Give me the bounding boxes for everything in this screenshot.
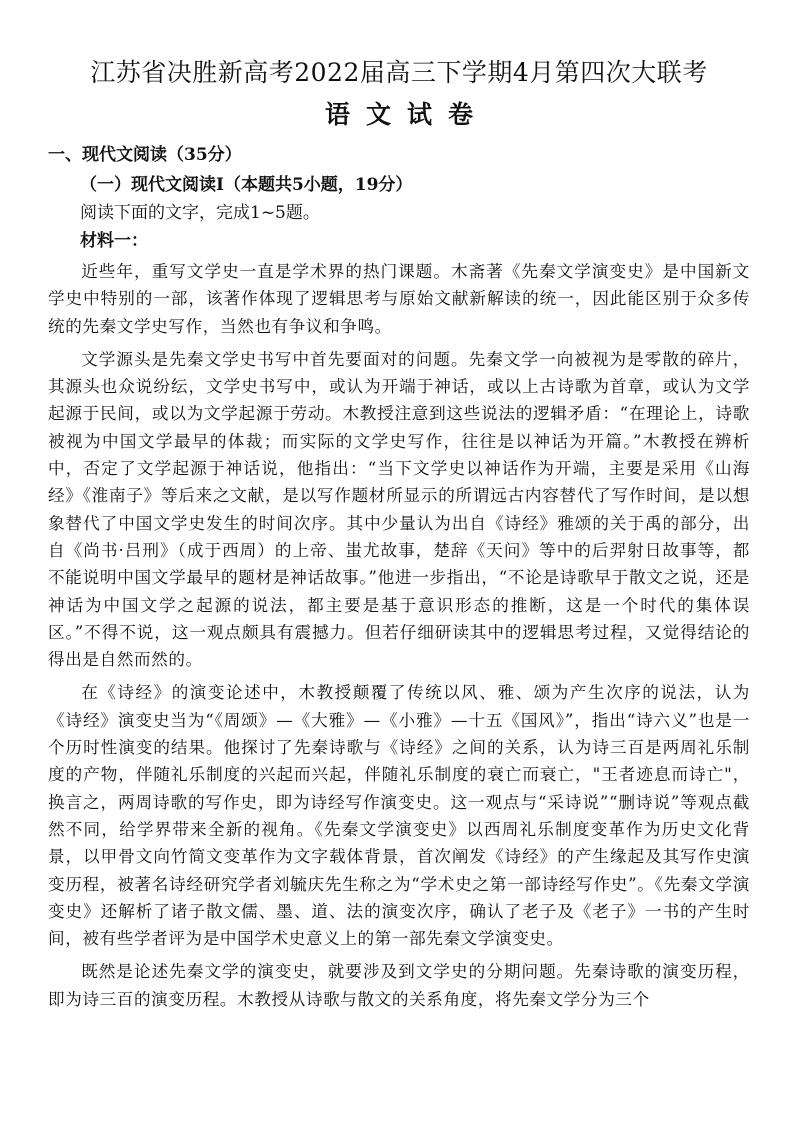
paragraph-2: 文学源头是先秦文学史书写中首先要面对的问题。先秦文学一向被视为是零散的碎片，其源头也众说纷纭，文学史书写中，或认为开端于神话，或以上古诗歌为首章，或认为文学起源于民间，或以为文学起源于劳动。木教授注意到这些说法的逻辑矛盾：“在理论上，诗歌被视为中国文学最早的体裁；而实际的文学史写作，往往是以神话为开篇。”木教授在辨析中，否定了文学起源于神话说，他指出：“当下文学史以神话作为开端，主要是采用《山海经》《淮南子》等后来之文献，是以写作题材所显示的所谓远古内容替代了写作时间，是以想象替代了中国文学史发生的时间次序。其中少量认为出自《诗经》雅颂的关于禹的部分，出自《尚书·吕刑》（成于西周）的上帝、蚩尤故事，楚辞《天问》等中的后羿射日故事等，都不能说明中国文学最早的题材是神话故事。”他进一步指出，“不论是诗歌早于散文之说，还是神话为中国文学之起源的说法，都主要是基于意识形态的推断，这是一个时代的集体误区。”不得不说，这一观点颇具有震撼力。但若仔细研读其中的逻辑思考过程，又觉得结论的得出是自然而然的。: [48, 349, 750, 670]
reading-instruction: 阅读下面的文字，完成1~5题。: [80, 203, 320, 223]
paragraph-3: 在《诗经》的演变论述中，木教授颠覆了传统以风、雅、颂为产生次序的说法，认为《诗经》演变史当为“《周颂》—《大雅》—《小雅》—十五《国风》”，指出“诗六义”也是一个历时性演变的结果。他探讨了先秦诗歌与《诗经》之间的关系，认为诗三百是两周礼乐制度的产物，伴随礼乐制度的兴起而兴起，伴随礼乐制度的衰亡而衰亡，"王者迹息而诗亡"，换言之，两周诗歌的写作史，即为诗经写作演变史。这一观点与“采诗说”“删诗说”等观点截然不同，给学界带来全新的视角。《先秦文学演变史》以西周礼乐制度变革作为历史文化背景，以甲骨文向竹简文变革作为文字载体背景，首次阐发《诗经》的产生缘起及其写作史演变历程，被著名诗经研究学者刘毓庆先生称之为“学术史之第一部诗经写作史”。《先秦文学演变史》还解析了诸子散文儒、墨、道、法的演变次序，确认了老子及《老子》一书的产生时间，被有些学者评为是中国学术史意义上的第一部先秦文学演变史。: [48, 683, 750, 949]
exam-page: [0, 58, 794, 1136]
section-heading: 一、现代文阅读（35分）: [48, 145, 242, 165]
subject-title: 语文试卷: [324, 100, 489, 129]
exam-title: 江苏省决胜新高考2022届高三下学期4月第四次大联考: [90, 58, 708, 87]
paragraph-4: 既然是论述先秦文学的演变史，就要涉及到文学史的分期问题。先秦诗歌的演变历程，即为诗三百的演变历程。木教授从诗歌与散文的关系角度，将先秦文学分为三个: [48, 962, 750, 1009]
paragraph-1: 近些年，重写文学史一直是学术界的热门课题。木斋著《先秦文学演变史》是中国新文学史中特别的一部，该著作体现了逻辑思考与原始文献新解读的统一，因此能区别于众多传统的先秦文学史写作，当然也有争议和争鸣。: [48, 262, 750, 336]
material-body: [48, 258, 750, 1013]
material-label: 材料一：: [80, 231, 148, 251]
subsection-heading: （一）现代文阅读I（本题共5小题，19分）: [80, 175, 413, 195]
